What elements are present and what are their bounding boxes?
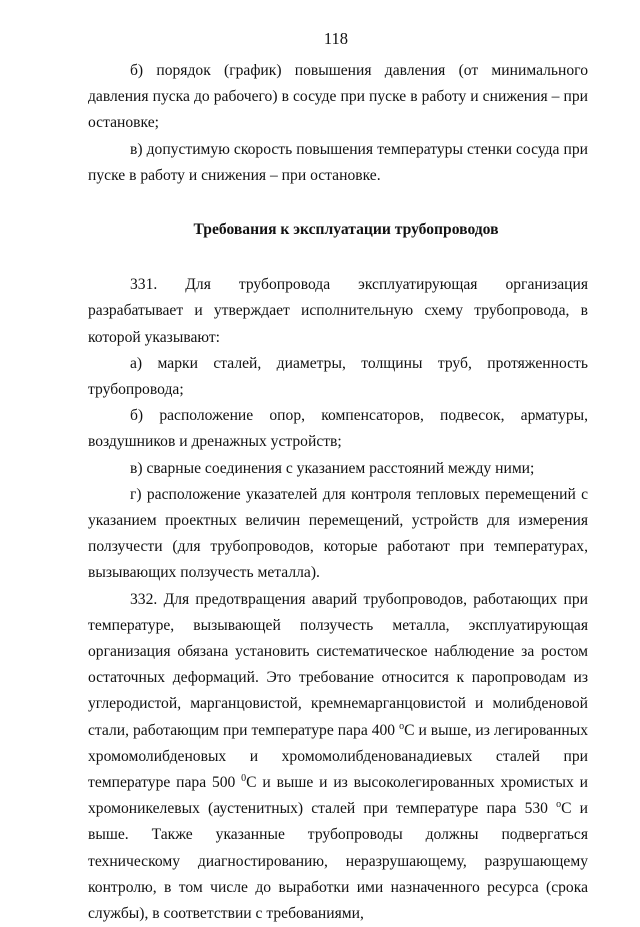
paragraph-331-intro: 331. Для трубопровода эксплуатирующая организация разрабатывает и утверждает исполнительную схему трубопровода, в которой указывают:: [88, 276, 588, 346]
degree-superscript-1: о: [399, 720, 405, 732]
paragraph-332-part-1: 332. Для предотвращения аварий трубопроводов, работающих при температуре, вызывающей ползучесть металла, эксплуатирующая организация обязана установить систематическое наблюдение за ростом остаточных деформаций. Это требование относится к паропроводам из углеродистой, марганцовистой, кремнемарганцовистой и молибденовой стали, работающим при температуре пара 400: [88, 590, 588, 739]
paragraph-332-part-4: С и выше. Также указанные трубопроводы должны подвергаться техническому диагностированию, неразрушающему, разрушающему контролю, в том числе до выработки ими назначенного ресурса (срока службы), в соответствии с требованиями,: [88, 800, 588, 923]
paragraph-332: [88, 587, 588, 927]
paragraph-332-part-2: С и выше, из легированных хромомолибденовых и хромомолибденованадиевых сталей при температуре пара 500: [88, 721, 588, 792]
list-item-v-temperature-rate: в) допустимую скорость повышения температуры стенки сосуда при пуске в работу и снижения – при остановке.: [88, 140, 588, 184]
paragraph-331-item-a: а) марки сталей, диаметры, толщины труб, протяженность трубопровода;: [88, 354, 588, 399]
page-number: 118: [323, 29, 349, 48]
degree-superscript-3: о: [556, 799, 562, 811]
paragraph-332-part-3: С и выше и из высоколегированных хромистых и хромоникелевых (аустенитных) сталей при температуре пара 530: [88, 774, 588, 818]
paragraph-331-item-g: г) расположение указателей для контроля тепловых перемещений с указанием проектных величин перемещений, устройств для измерения ползучести (для трубопроводов, которые работают при температурах, вызывающих ползучесть металла).: [88, 485, 588, 582]
page-content: [88, 58, 588, 927]
list-item-b-pressure-schedule: б) порядок (график) повышения давления (от минимального давления пуска до рабочего) в сосуде при пуске в работу и снижения – при остановке;: [88, 62, 588, 132]
paragraph-331-item-b: б) расположение опор, компенсаторов, подвесок, арматуры, воздушников и дренажных устройств;: [88, 407, 588, 451]
degree-superscript-2: 0: [241, 773, 247, 785]
paragraph-331-item-v: в) сварные соединения с указанием расстояний между ними;: [130, 459, 535, 477]
section-heading: Требования к эксплуатации трубопроводов: [193, 221, 499, 239]
